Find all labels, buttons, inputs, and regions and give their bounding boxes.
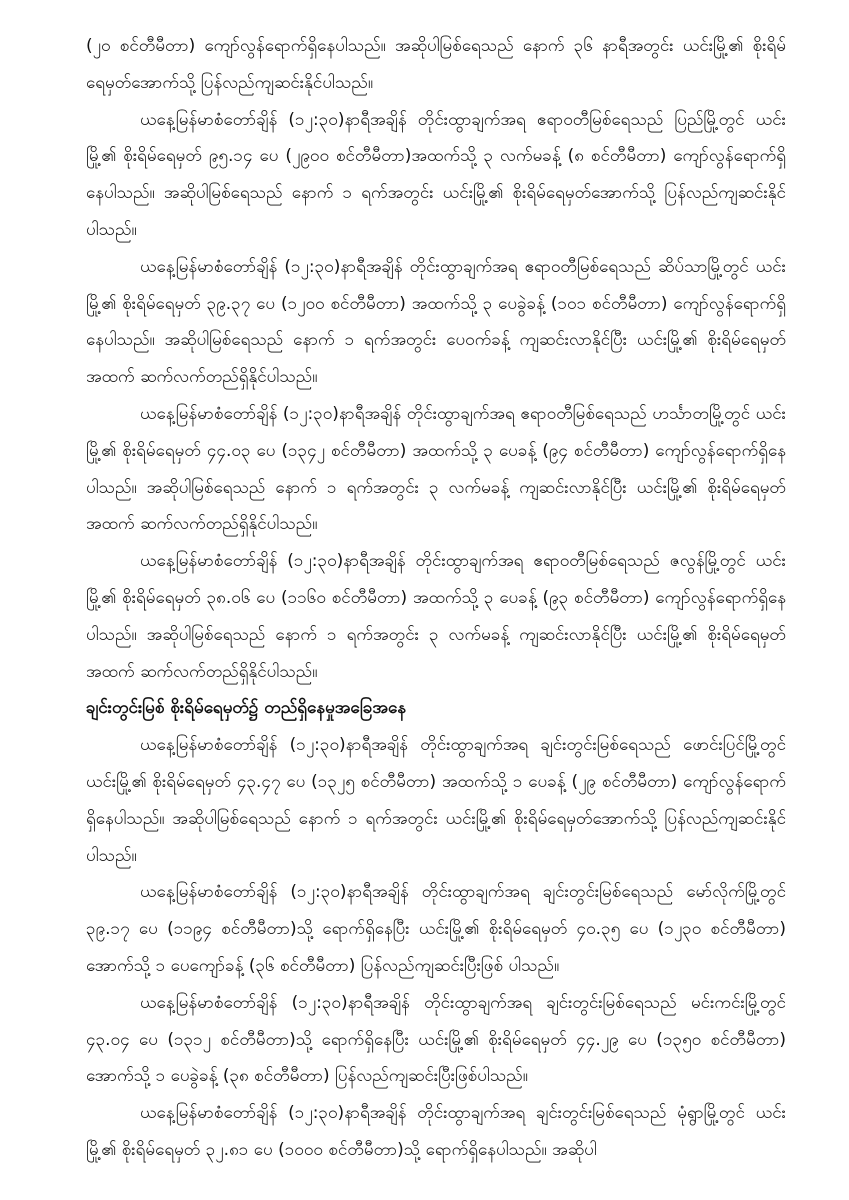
paragraph-continuation: (၂၀ စင်တီမီတာ) ကျော်လွန်ရောက်ရှိနေပါသည်။ အဆိုပါမြစ်ရေသည် နောက် ၃၆ နာရီအတွင်း ယင်းမြို့၏ စိုးရိမ်ရေမှတ်အောက်သို့ ပြန်လည်ကျဆင်းနိုင်ပါသည်။ xyxy=(86,36,786,93)
paragraph-zalun: ယနေ့မြန်မာစံတော်ချိန် (၁၂:၃၀)နာရီအချိန် တိုင်းထွာချက်အရ ဧရာဝတီမြစ်ရေသည် ဇလွန်မြို့တွင် ယင်းမြို့၏ စိုးရိမ်ရေမှတ် ၃၈.၀၆ ပေ (၁၁၆၀ စင်တီမီတာ) အထက်သို့ ၃ ပေခန့် (၉၃ စင်တီမီတာ) ကျော်လွန်ရောက်ရှိနေပါသည်။ အဆိုပါမြစ်ရေသည် နောက် ၁ ရက်အတွင်း ၃ လက်မခန့် ကျဆင်းလာနိုင်ပြီး ယင်းမြို့၏ စိုးရိမ်ရေမှတ်အထက် ဆက်လက်တည်ရှိနိုင်ပါသည်။ xyxy=(86,551,786,682)
paragraph-hinthada: ယနေ့မြန်မာစံတော်ချိန် (၁၂:၃၀)နာရီအချိန် တိုင်းထွာချက်အရ ဧရာဝတီမြစ်ရေသည် ဟင်္သာတမြို့တွင် ယင်းမြို့၏ စိုးရိမ်ရေမှတ် ၄၄.၀၃ ပေ (၁၃၄၂ စင်တီမီတာ) အထက်သို့ ၃ ပေခန့် (၉၄ စင်တီမီတာ) ကျော်လွန်ရောက်ရှိနေပါသည်။ အဆိုပါမြစ်ရေသည် နောက် ၁ ရက်အတွင်း ၃ လက်မခန့် ကျဆင်းလာနိုင်ပြီး ယင်းမြို့၏ စိုးရိမ်ရေမှတ်အထက် ဆက်လက်တည်ရှိနိုင်ပါသည်။ xyxy=(86,403,786,535)
paragraph-mawlaik: ယနေ့မြန်မာစံတော်ချိန် (၁၂:၃၀)နာရီအချိန် တိုင်းထွာချက်အရ ချင်းတွင်းမြစ်ရေသည် မော်လိုက်မြို့တွင် ၃၉.၁၇ ပေ (၁၁၉၄ စင်တီမီတာ)သို့ ရောက်ရှိနေပြီး ယင်းမြို့၏ စိုးရိမ်ရေမှတ် ၄၀.၃၅ ပေ (၁၂၃၀ စင်တီမီတာ) အောက်သို့ ၁ ပေကျော်ခန့် (၃၆ စင်တီမီတာ) ပြန်လည်ကျဆင်းပြီးဖြစ် ပါသည်။ xyxy=(86,882,786,976)
paragraph-seiktha: ယနေ့မြန်မာစံတော်ချိန် (၁၂:၃၀)နာရီအချိန် တိုင်းထွာချက်အရ ဧရာဝတီမြစ်ရေသည် ဆိပ်သာမြို့တွင် ယင်းမြို့၏ စိုးရိမ်ရေမှတ် ၃၉.၃၇ ပေ (၁၂၀၀ စင်တီမီတာ) အထက်သို့ ၃ ပေခွဲခန့် (၁၀၁ စင်တီမီတာ) ကျော်လွန်ရောက်ရှိနေပါသည်။ အဆိုပါမြစ်ရေသည် နောက် ၁ ရက်အတွင်း ပေဝက်ခန့် ကျဆင်းလာနိုင်ပြီး ယင်းမြို့၏ စိုးရိမ်ရေမှတ်အထက် ဆက်လက်တည်ရှိနိုင်ပါသည်။ xyxy=(86,256,786,388)
paragraph-hpaungbyin: ယနေ့မြန်မာစံတော်ချိန် (၁၂:၃၀)နာရီအချိန် တိုင်းထွာချက်အရ ချင်းတွင်းမြစ်ရေသည် ဖောင်းပြင်မြို့တွင် ယင်းမြို့၏ စိုးရိမ်ရေမှတ် ၄၃.၄၇ ပေ (၁၃၂၅ စင်တီမီတာ) အထက်သို့ ၁ ပေခန့် (၂၉ စင်တီမီတာ) ကျော်လွန်ရောက်ရှိနေပါသည်။ အဆိုပါမြစ်ရေသည် နောက် ၁ ရက်အတွင်း ယင်းမြို့၏ စိုးရိမ်ရေမှတ်အောက်သို့ ပြန်လည်ကျဆင်းနိုင်ပါသည်။ xyxy=(86,735,786,866)
paragraph-mingin: ယနေ့မြန်မာစံတော်ချိန် (၁၂:၃၀)နာရီအချိန် တိုင်းထွာချက်အရ ချင်းတွင်းမြစ်ရေသည် မင်းကင်းမြို့တွင် ၄၃.၀၄ ပေ (၁၃၁၂ စင်တီမီတာ)သို့ ရောက်ရှိနေပြီး ယင်းမြို့၏ စိုးရိမ်ရေမှတ် ၄၄.၂၉ ပေ (၁၃၅၀ စင်တီမီတာ) အောက်သို့ ၁ ပေခွဲခန့် (၃၈ စင်တီမီတာ) ပြန်လည်ကျဆင်းပြီးဖြစ်ပါသည်။ xyxy=(86,992,786,1087)
paragraph-pyay: ယနေ့မြန်မာစံတော်ချိန် (၁၂:၃၀)နာရီအချိန် တိုင်းထွာချက်အရ ဧရာဝတီမြစ်ရေသည် ပြည်မြို့တွင် ယင်းမြို့၏ စိုးရိမ်ရေမှတ် ၉၅.၁၄ ပေ (၂၉၀၀ စင်တီမီတာ)အထက်သို့ ၃ လက်မခန့် (၈ စင်တီမီတာ) ကျော်လွန်ရောက်ရှိနေပါသည်။ အဆိုပါမြစ်ရေသည် နောက် ၁ ရက်အတွင်း ယင်းမြို့၏ စိုးရိမ်ရေမှတ်အောက်သို့ ပြန်လည်ကျဆင်းနိုင်ပါသည်။ xyxy=(86,109,786,240)
section-heading-chindwin: ချင်းတွင်းမြစ် စိုးရိမ်ရေမှတ်၌ တည်ရှိနေမှုအခြေအနေ xyxy=(86,698,407,719)
document-page xyxy=(86,28,786,1178)
paragraph-monywa: ယနေ့မြန်မာစံတော်ချိန် (၁၂:၃၀)နာရီအချိန် တိုင်းထွာချက်အရ ချင်းတွင်းမြစ်ရေသည် မုံရွာမြို့တွင် ယင်းမြို့၏ စိုးရိမ်ရေမှတ် ၃၂.၈၁ ပေ (၁၀၀၀ စင်တီမီတာ)သို့ ရောက်ရှိနေပါသည်။ အဆိုပါ xyxy=(86,1103,786,1160)
